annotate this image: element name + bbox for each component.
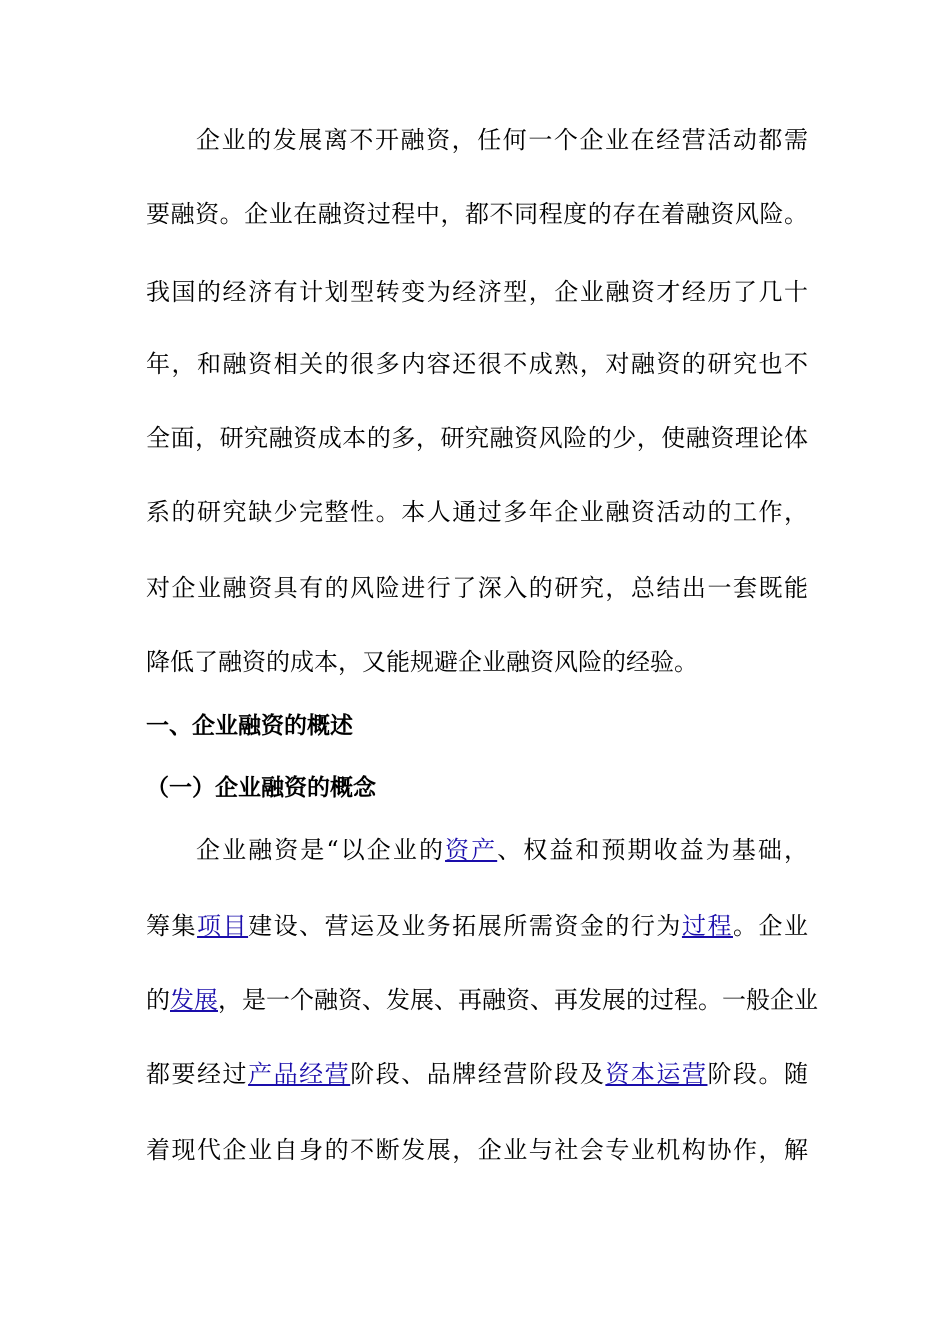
text-segment: 阶段、品牌经营阶段及 [350,1060,606,1088]
text-segment: 都要经过 [146,1060,249,1088]
link-process[interactable]: 过程 [681,912,733,940]
paragraph-line [196,830,808,870]
link-capital-operation[interactable]: 资本运营 [605,1060,708,1088]
link-product-operation[interactable]: 产品经营 [248,1060,351,1088]
paragraph-line: 要融资。企业在融资过程中，都不同程度的存在着融资风险。 [146,200,808,228]
paragraph-line [146,906,808,946]
link-assets[interactable]: 资产 [445,836,498,864]
link-project[interactable]: 项目 [197,912,249,940]
text-segment: 阶段。随 [707,1060,809,1088]
text-segment: 企业融资是“以企业的 [196,836,446,864]
text-segment: 、权益和预期收益为基础， [497,836,809,864]
subsection-heading: （一）企业融资的概念 [146,775,376,801]
paragraph-line [146,980,818,1020]
text-segment: 的 [146,986,170,1014]
text-segment: ，是一个融资、发展、再融资、再发展的过程。一般企业 [218,986,818,1014]
paragraph-line: 全面，研究融资成本的多，研究融资风险的少，使融资理论体 [146,424,808,452]
paragraph-line: 企业的发展离不开融资，任何一个企业在经营活动都需 [196,126,808,154]
section-heading: 一、企业融资的概述 [146,713,353,739]
text-segment: 筹集 [146,912,198,940]
paragraph-line: 着现代企业自身的不断发展，企业与社会专业机构协作，解 [146,1136,808,1164]
text-segment: 。企业 [732,912,809,940]
paragraph-line: 降低了融资的成本，又能规避企业融资风险的经验。 [146,648,698,676]
paragraph-line: 对企业融资具有的风险进行了深入的研究，总结出一套既能 [146,574,808,602]
text-segment: 建设、营运及业务拓展所需资金的行为 [248,912,682,940]
link-development[interactable]: 发展 [170,986,218,1014]
paragraph-line: 年，和融资相关的很多内容还很不成熟，对融资的研究也不 [146,350,808,378]
paragraph-line: 系的研究缺少完整性。本人通过多年企业融资活动的工作， [146,498,808,526]
paragraph-line [146,1054,808,1094]
paragraph-line: 我国的经济有计划型转变为经济型，企业融资才经历了几十 [146,278,808,306]
